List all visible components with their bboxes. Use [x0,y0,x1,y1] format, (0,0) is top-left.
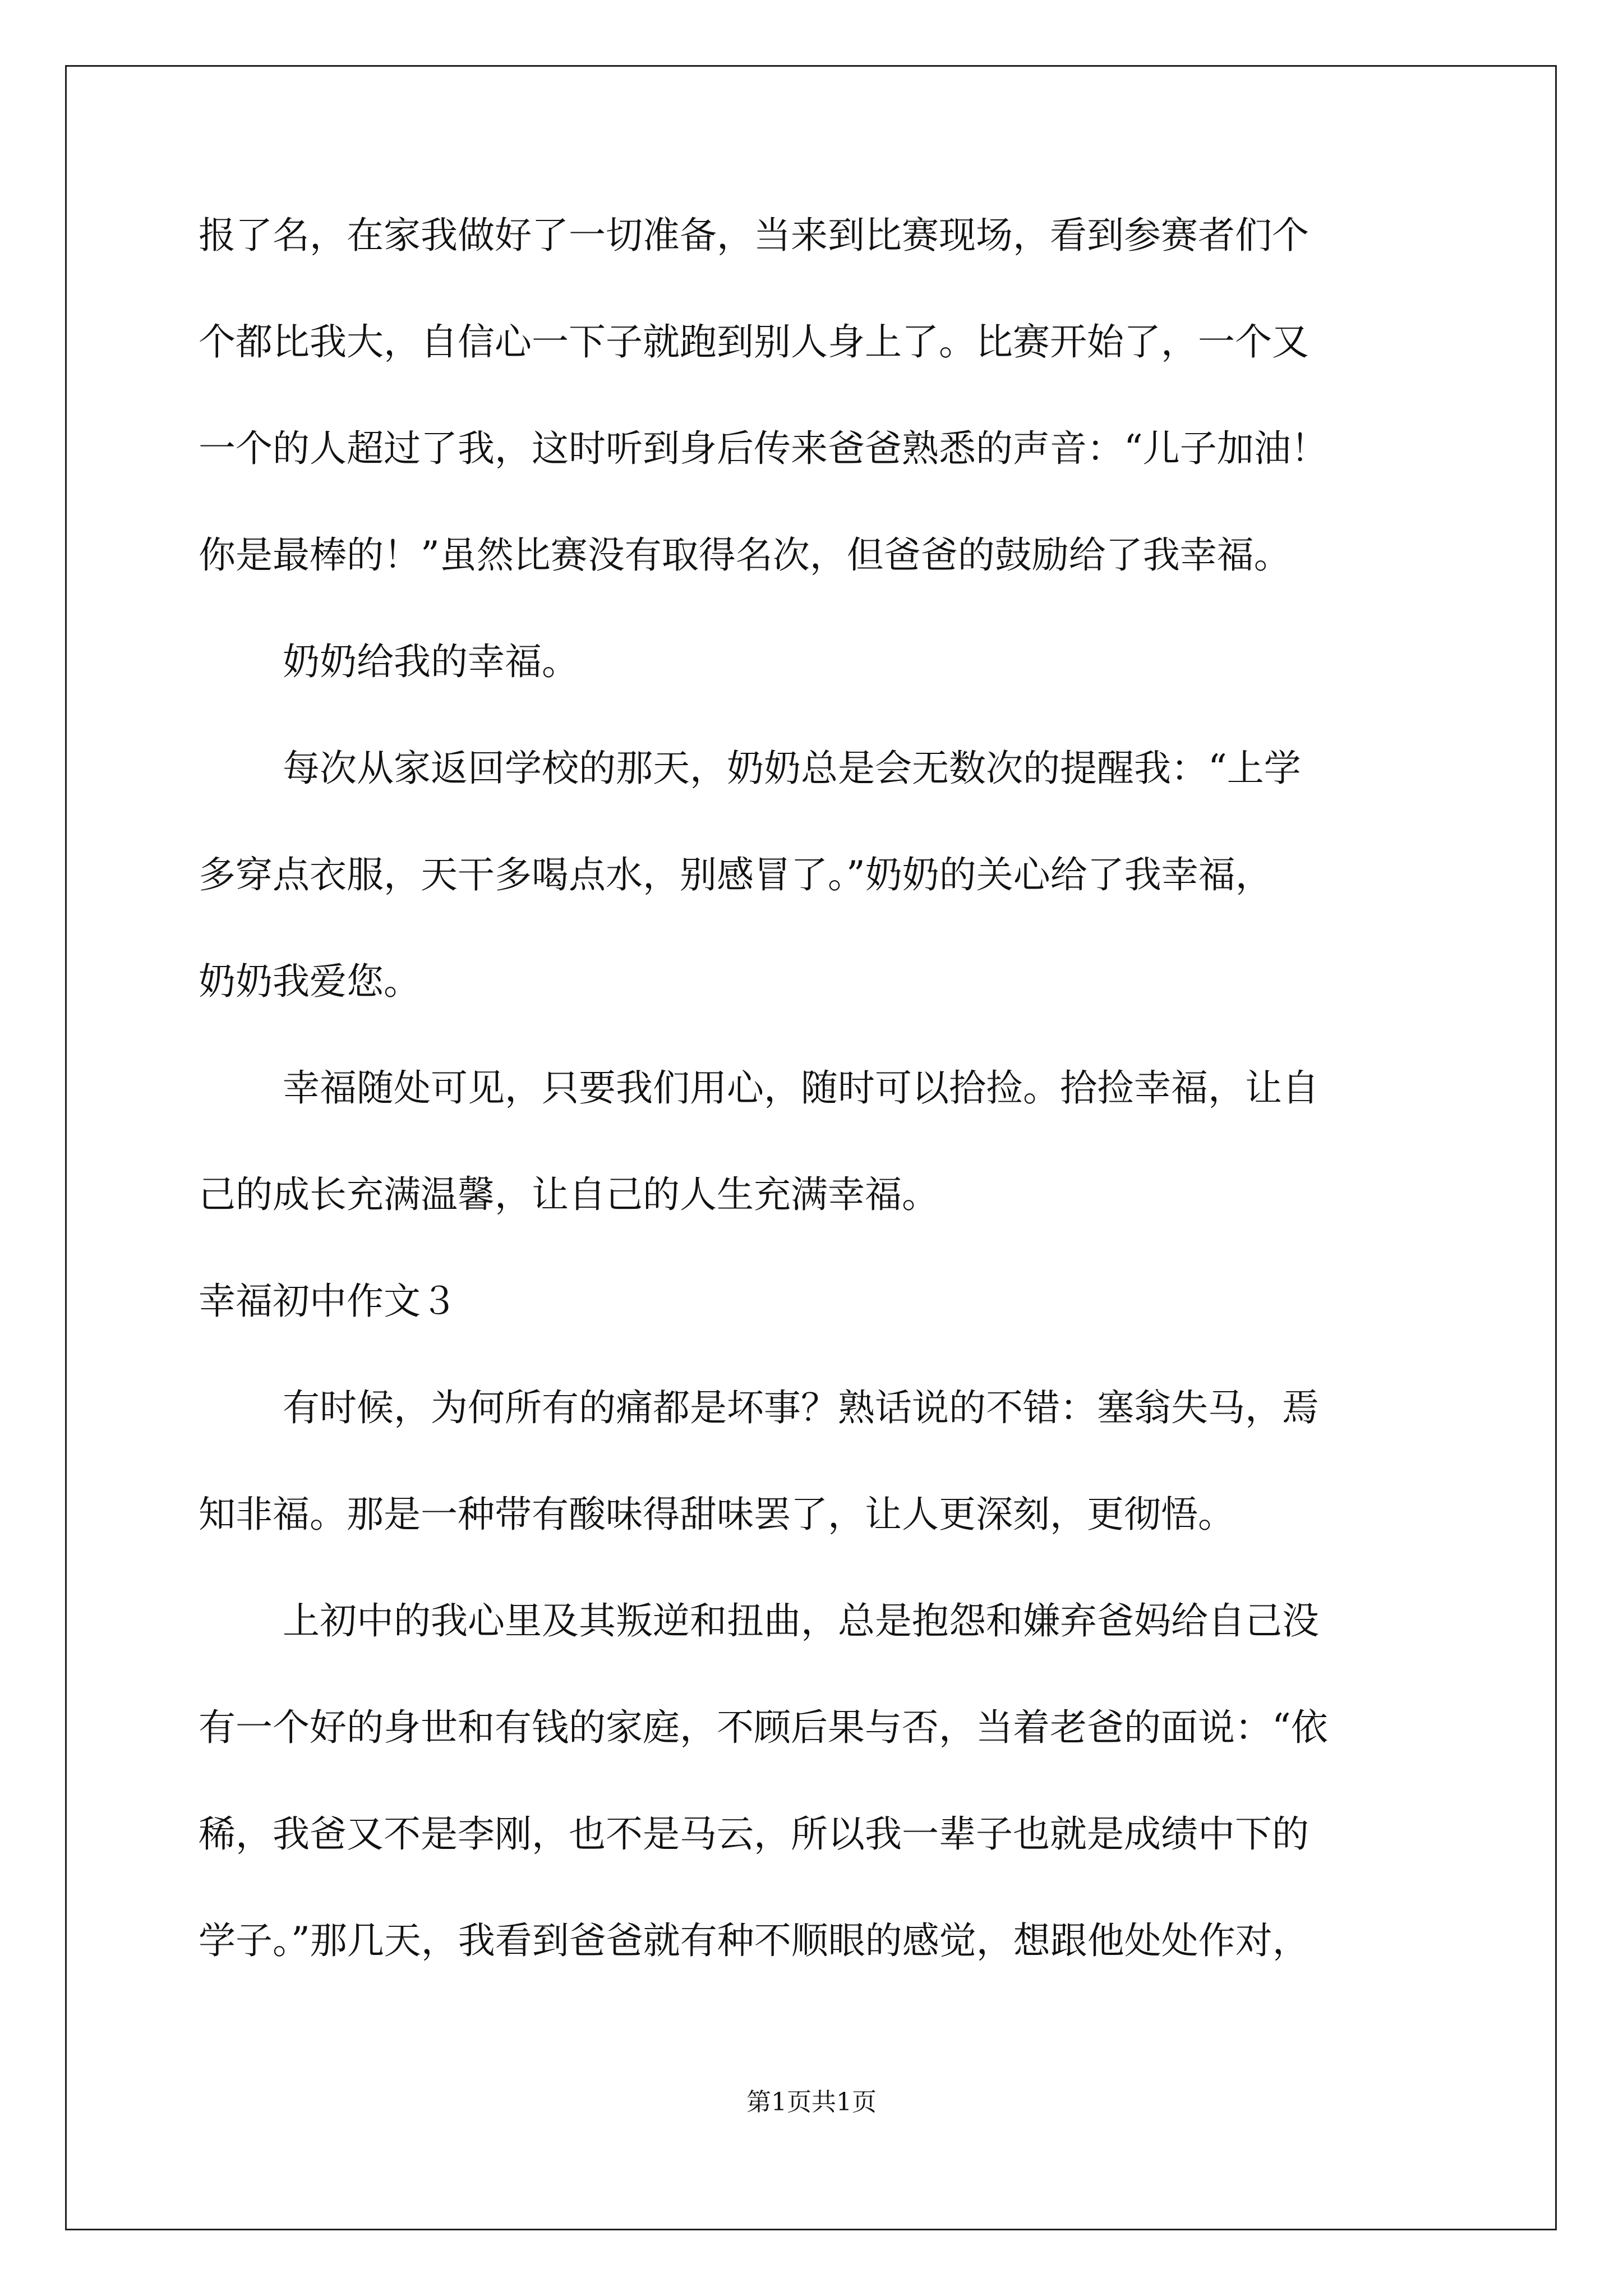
text-line: 报了名，在家我做好了一切准备，当来到比赛现场，看到参赛者们个 [199,214,1309,257]
page-footer [0,2087,1623,2118]
text-line: 幸福随处可见，只要我们用心，随时可以拾捡。拾捡幸福，让自 [283,1066,1319,1110]
text-line: 有时候，为何所有的痛都是坏事？熟话说的不错：塞翁失马，焉 [283,1386,1319,1429]
text-line: 学子。”那几天，我看到爸爸就有种不顺眼的感觉，想跟他处处作对， [199,1919,1310,1962]
text-line: 上初中的我心里及其叛逆和扭曲，总是抱怨和嫌弃爸妈给自己没 [283,1599,1319,1642]
text-line: 奶奶我爱您。 [199,960,421,1003]
page-number: 第1页 [746,2088,811,2116]
text-line: 己的成长充满温馨，让自己的人生充满幸福。 [199,1173,939,1216]
text-line: 稀，我爸又不是李刚，也不是马云，所以我一辈子也就是成绩中下的 [199,1812,1309,1856]
text-line: 有一个好的身世和有钱的家庭，不顾后果与否，当着老爸的面说：“依 [199,1706,1328,1749]
text-line: 个都比我大，自信心一下子就跑到别人身上了。比赛开始了，一个又 [199,320,1309,364]
section-title: 幸福初中作文３ [199,1280,458,1323]
text-line: 多穿点衣服，天干多喝点水，别感冒了。”奶奶的关心给了我幸福， [199,853,1272,896]
paragraph-heading: 奶奶给我的幸福。 [283,640,579,683]
text-line: 一个的人超过了我，这时听到身后传来爸爸熟悉的声音：“儿子加油！ [199,427,1328,470]
page-border [65,65,1557,2230]
page-total: 共1页 [811,2088,877,2116]
text-line: 每次从家返回学校的那天，奶奶总是会无数次的提醒我：“上学 [283,747,1301,790]
text-line: 知非福。那是一种带有酸味得甜味罢了，让人更深刻，更彻悟。 [199,1493,1235,1536]
text-line: 你是最棒的！”虽然比赛没有取得名次，但爸爸的鼓励给了我幸福。 [199,533,1291,577]
